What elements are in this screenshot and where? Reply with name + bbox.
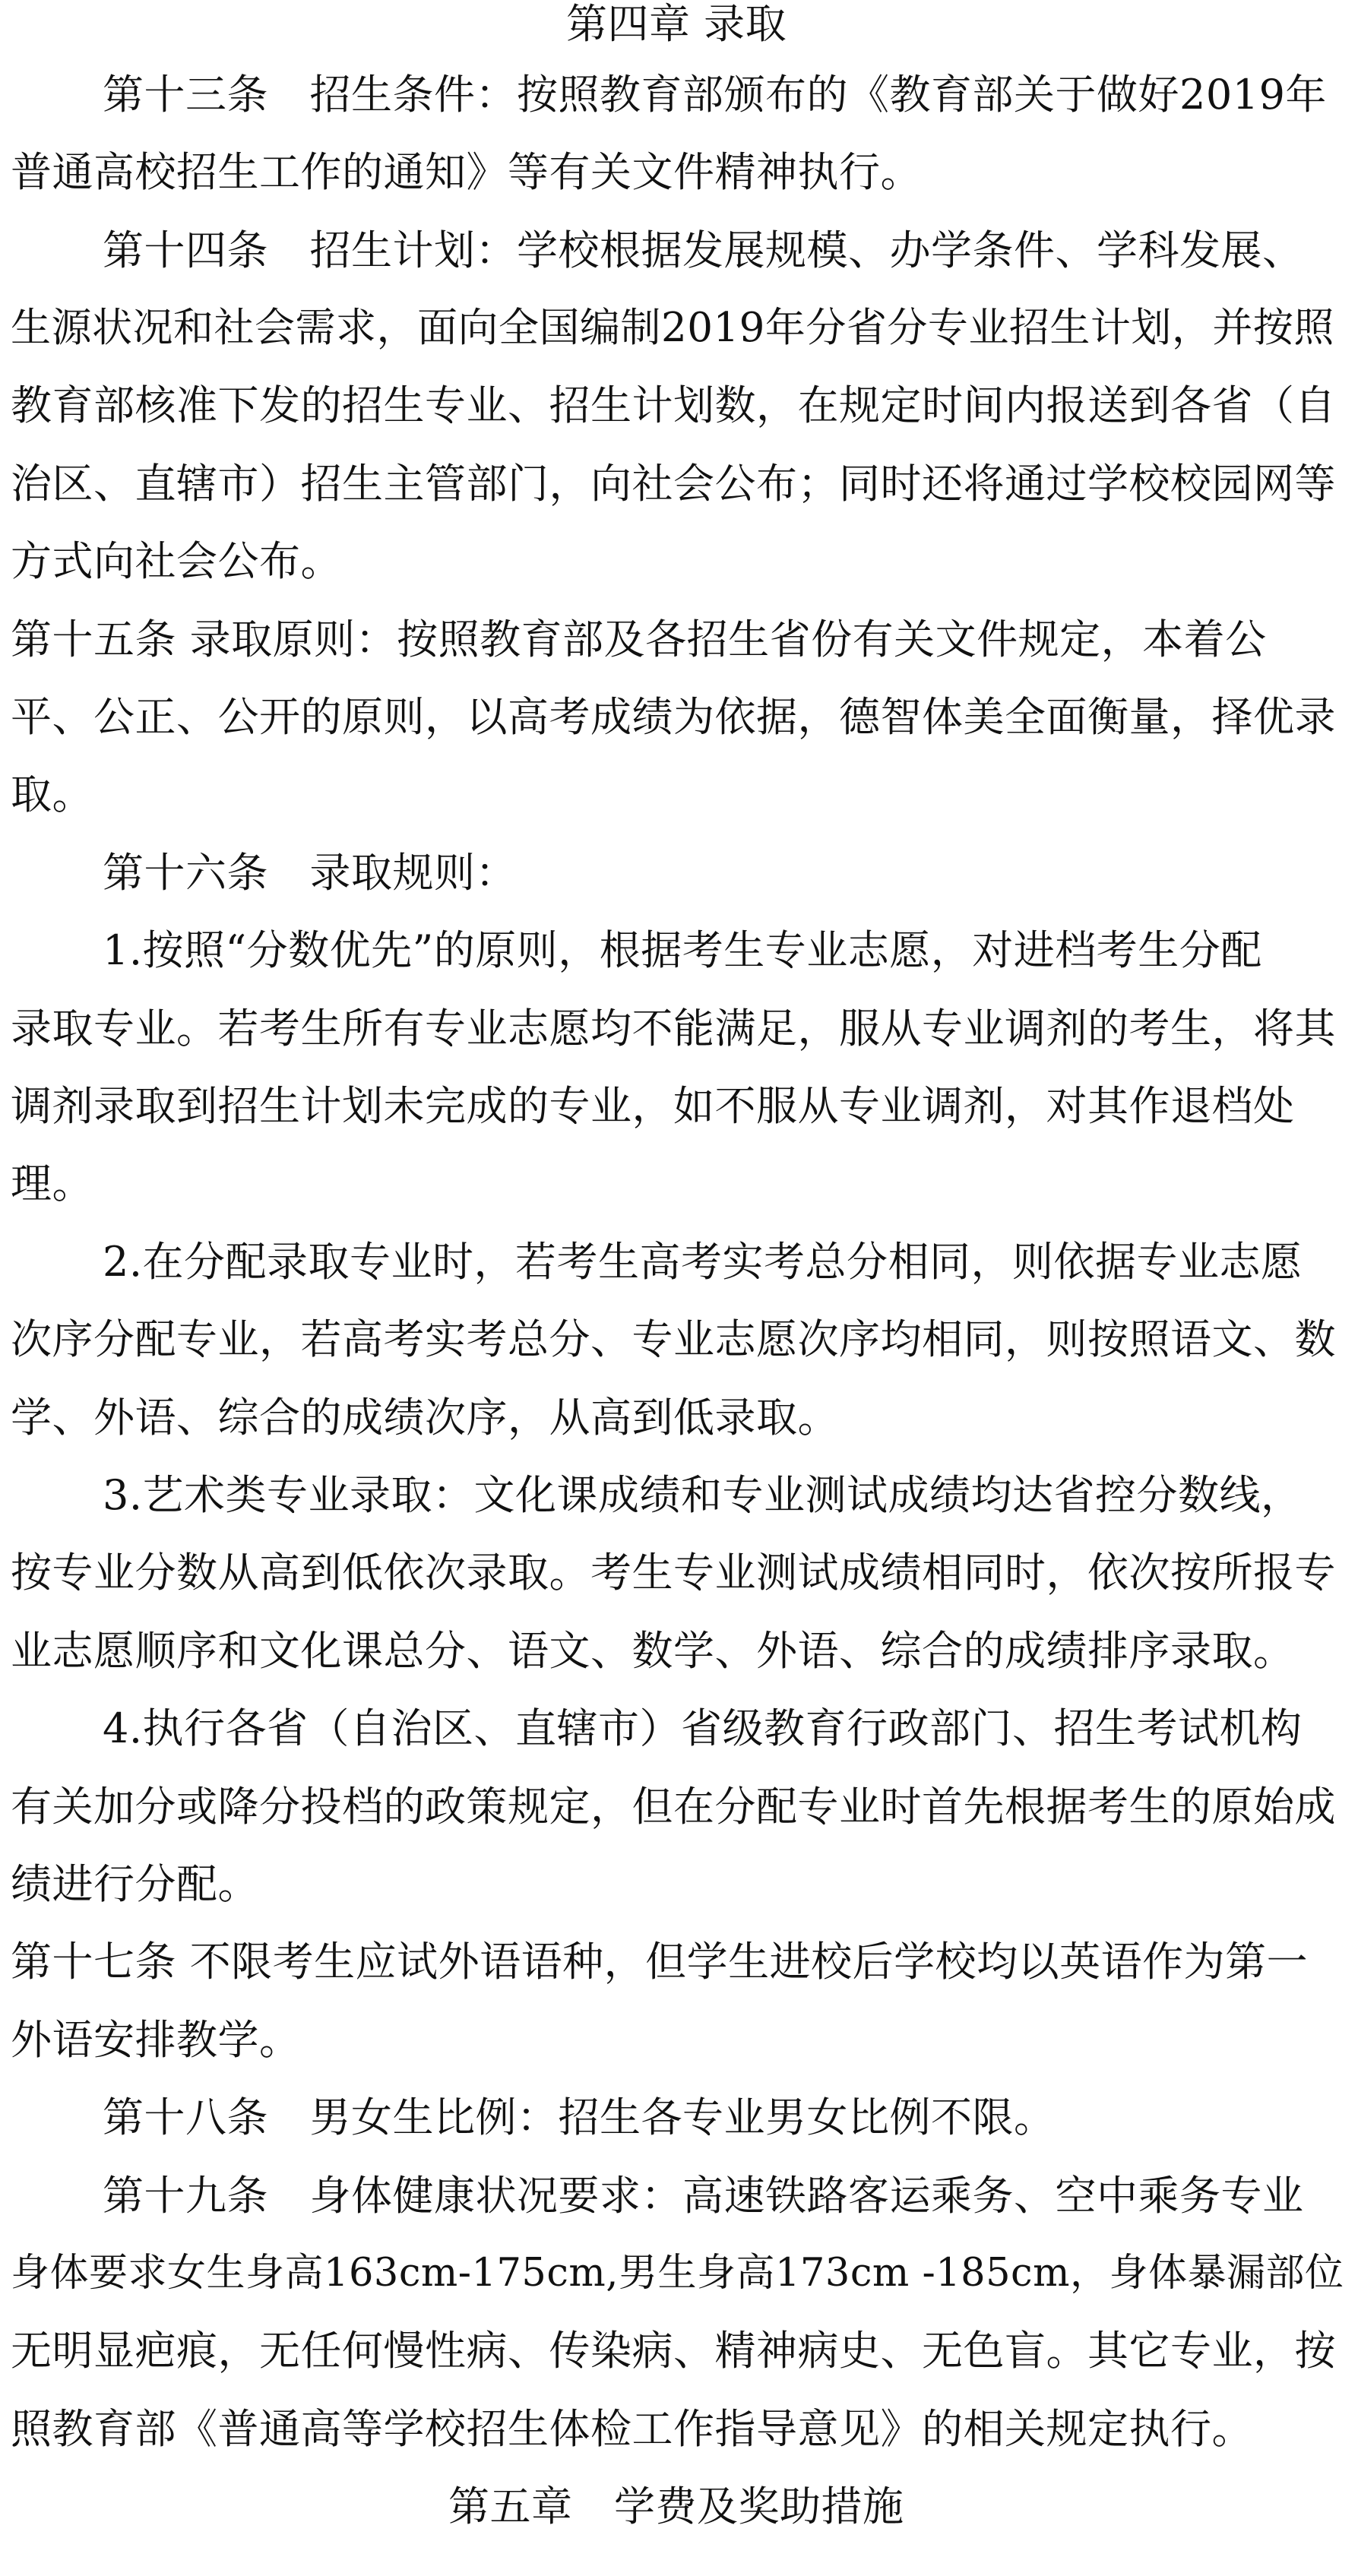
article-14-line-1: 第十四条 招生计划：学校根据发展规模、办学条件、学科发展、 <box>103 226 1304 274</box>
article-17-line-1: 第十七条 不限考生应试外语语种，但学生进校后学校均以英语作为第一 <box>11 1938 1309 1986</box>
article-19-line-1: 第十九条 身体健康状况要求：高速铁路客运乘务、空中乘务专业 <box>103 2172 1304 2220</box>
rule-1-line-1: 1.按照“分数优先”的原则，根据考生专业志愿，对进档考生分配 <box>103 926 1262 974</box>
rule-3-line-2: 按专业分数从高到低依次录取。考生专业测试成绩相同时，依次按所报专 <box>11 1549 1336 1597</box>
article-19-line-3: 无明显疤痕，无任何慢性病、传染病、精神病史、无色盲。其它专业，按 <box>11 2327 1336 2375</box>
article-14-line-3: 教育部核准下发的招生专业、招生计划数，在规定时间内报送到各省（自 <box>11 381 1336 429</box>
rule-3-line-3: 业志愿顺序和文化课总分、语文、数学、外语、综合的成绩排序录取。 <box>11 1627 1295 1675</box>
article-13-line-1: 第十三条 招生条件：按照教育部颁布的《教育部关于做好2019年 <box>103 71 1327 119</box>
chapter-heading-next: 第五章 学费及奖助措施 <box>448 2483 904 2530</box>
rule-1-line-3: 调剂录取到招生计划未完成的专业，如不服从专业调剂，对其作退档处 <box>11 1082 1295 1130</box>
rule-4-line-2: 有关加分或降分投档的政策规定，但在分配专业时首先根据考生的原始成 <box>11 1783 1336 1831</box>
rule-1-line-4: 理。 <box>11 1160 93 1207</box>
article-14-line-4: 治区、直辖市）招生主管部门，向社会公布；同时还将通过学校校园网等 <box>11 460 1336 508</box>
article-15-line-1: 第十五条 录取原则：按照教育部及各招生省份有关文件规定，本着公 <box>11 616 1267 663</box>
rule-1-line-2: 录取专业。若考生所有专业志愿均不能满足，服从专业调剂的考生，将其 <box>11 1005 1336 1052</box>
article-13-line-2: 普通高校招生工作的通知》等有关文件精神执行。 <box>11 148 922 196</box>
article-19-line-2: 身体要求女生身高163cm-175cm,男生身高173cm -185cm，身体暴漏部位 <box>11 2251 1344 2296</box>
chapter-heading: 第四章 录取 <box>566 0 787 48</box>
rule-3-line-1: 3.艺术类专业录取：文化课成绩和专业测试成绩均达省控分数线， <box>103 1471 1303 1519</box>
rule-4-line-1: 4.执行各省（自治区、直辖市）省级教育行政部门、招生考试机构 <box>103 1704 1303 1752</box>
rule-2-line-2: 次序分配专业，若高考实考总分、专业志愿次序均相同，则按照语文、数 <box>11 1315 1336 1363</box>
article-19-line-4: 照教育部《普通高等学校招生体检工作指导意见》的相关规定执行。 <box>11 2405 1253 2453</box>
rule-2-line-3: 学、外语、综合的成绩次序，从高到低录取。 <box>11 1394 839 1441</box>
article-15-line-2: 平、公正、公开的原则，以高考成绩为依据，德智体美全面衡量，择优录 <box>11 693 1336 741</box>
article-16-heading: 第十六条 录取规则： <box>103 849 517 897</box>
rule-4-line-3: 绩进行分配。 <box>11 1860 259 1908</box>
article-14-line-2: 生源状况和社会需求，面向全国编制2019年分省分专业招生计划，并按照 <box>11 305 1334 351</box>
article-17-line-2: 外语安排教学。 <box>11 2016 301 2064</box>
article-18-line-1: 第十八条 男女生比例：招生各专业男女比例不限。 <box>103 2093 1056 2141</box>
rule-2-line-1: 2.在分配录取专业时，若考生高考实考总分相同，则依据专业志愿 <box>103 1238 1303 1286</box>
article-14-line-5: 方式向社会公布。 <box>11 537 342 585</box>
article-15-line-3: 取。 <box>11 771 93 818</box>
